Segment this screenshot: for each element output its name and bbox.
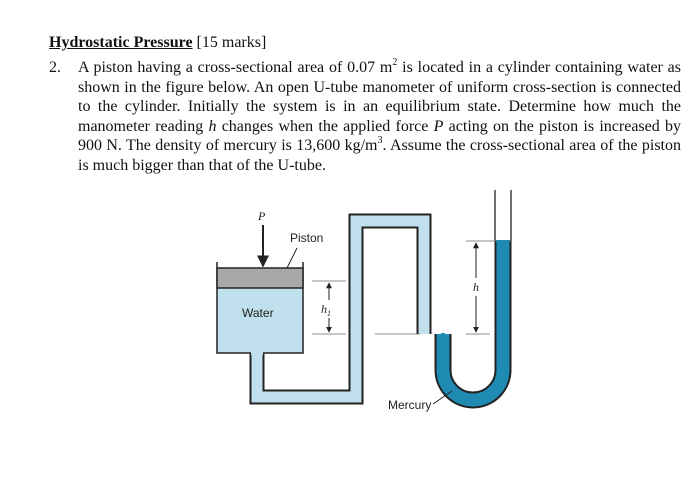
piston bbox=[217, 268, 303, 288]
label-h1: $h_1$ bbox=[321, 302, 331, 318]
label-piston: Piston bbox=[290, 231, 324, 245]
heading-title: Hydrostatic Pressure bbox=[49, 34, 193, 51]
density-unit-exponent: 3 bbox=[377, 134, 383, 146]
u-tube bbox=[436, 190, 511, 400]
label-mercury: Mercury bbox=[388, 398, 432, 412]
label-p: P bbox=[258, 209, 266, 223]
area-unit-exponent: 2 bbox=[392, 56, 398, 68]
u-tube-open-end bbox=[495, 190, 511, 241]
h1-dimension bbox=[312, 281, 346, 334]
heading-marks: [15 marks] bbox=[196, 34, 267, 51]
problem-text-part-5: . Assume the cross-sectional area of the piston is much bigger than that of the U-tube. bbox=[78, 137, 681, 174]
problem-text-part-2: is located in a cylinder containing water as shown in the figure below. An open U-tube manometer of uniform cross-section is connected to the cylinder. Initially the system is in an equilibrium state. Determine how much the manometer reading bbox=[78, 59, 681, 135]
problem-text-part-4: acting on the piston is increased by 900 N. The density of mercury is 13,600 kg/m bbox=[78, 117, 682, 154]
piston-leader-line bbox=[287, 248, 297, 268]
symbol-p: P bbox=[433, 117, 444, 135]
label-h: h bbox=[473, 280, 479, 294]
problem-text-part-1: A piston having a cross-sectional area of 0.07 m bbox=[78, 59, 393, 76]
symbol-h: h bbox=[208, 117, 217, 135]
label-water: Water bbox=[242, 306, 274, 320]
problem-number: 2. bbox=[49, 59, 61, 76]
problem-text-part-3: changes when the applied force bbox=[216, 117, 434, 135]
water-region bbox=[217, 288, 303, 353]
